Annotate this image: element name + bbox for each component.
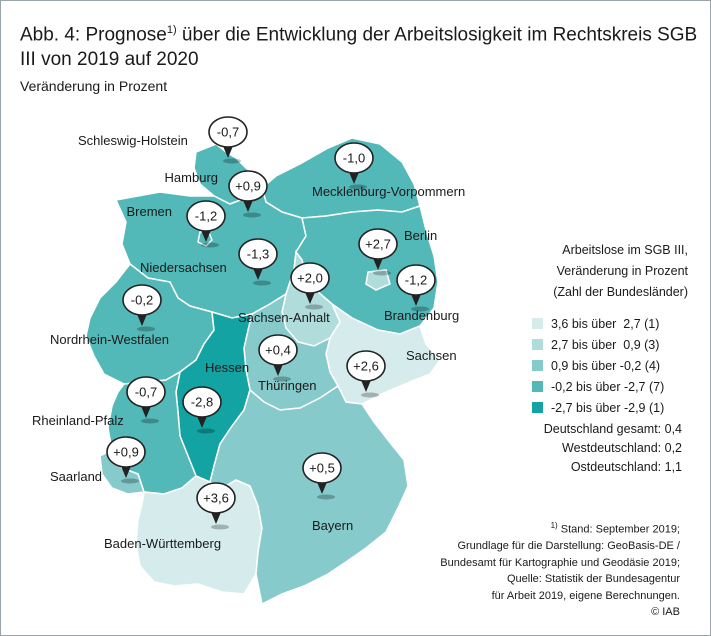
value-label-bb: -1,2 [404, 272, 428, 288]
value-label-sh: -0,7 [216, 124, 240, 140]
region-label-hh: Hamburg [164, 170, 218, 185]
value-label-bw: +3,6 [203, 490, 229, 506]
legend-title-line: Veränderung in Prozent [556, 264, 688, 278]
region-label-sh: Schleswig-Holstein [78, 133, 188, 148]
legend-item [520, 376, 688, 397]
legend-swatch [532, 360, 543, 371]
region-label-by: Bayern [312, 518, 354, 533]
legend-swatch [532, 318, 543, 329]
value-pointer-shadow [197, 429, 215, 434]
legend-swatch [532, 402, 543, 413]
value-pointer-shadow [373, 271, 391, 276]
value-pointer-shadow [121, 479, 139, 484]
legend-item [520, 334, 688, 355]
region-label-rp: Rheinland-Pfalz [32, 413, 124, 428]
legend-title-line: (Zahl der Bundesländer) [553, 285, 688, 299]
value-pointer-shadow [211, 525, 229, 530]
note-line: Grundlage für die Darstellung: GeoBasis-DE / [457, 540, 680, 553]
value-label-hb: -1,2 [194, 208, 218, 224]
value-label-sl: +0,9 [113, 444, 139, 460]
value-label-mv: -1,0 [342, 150, 366, 166]
source-notes [380, 518, 680, 621]
value-pointer-shadow [201, 243, 219, 248]
legend-item [520, 355, 688, 376]
region-label-be: Berlin [404, 228, 438, 243]
value-label-ni: -1,3 [246, 246, 270, 262]
legend-item [520, 397, 688, 418]
note-line: Bundesamt für Kartographie und Geodäsie 2019; [440, 556, 680, 569]
region-label-bb: Brandenburg [384, 308, 460, 323]
total-east: Ostdeutschland: 1,1 [570, 460, 682, 474]
region-label-mv: Mecklenburg-Vorpommern [312, 184, 466, 199]
region-label-sl: Saarland [50, 469, 103, 484]
value-label-by: +0,5 [309, 460, 335, 476]
legend-item [520, 313, 688, 334]
region-label-hb: Bremen [126, 204, 172, 219]
total-west: Westdeutschland: 0,2 [562, 441, 682, 455]
value-label-th: +0,4 [265, 342, 291, 358]
total-germany: Deutschland gesamt: 0,4 [543, 422, 682, 436]
legend [520, 240, 688, 418]
value-pointer-shadow [223, 159, 241, 164]
note-line: $^{1)}$ Stand: September 2019; [550, 521, 680, 536]
legend-item-label: 0,9 bis über -0,2 (4) [551, 358, 661, 373]
region-label-ni: Niedersachsen [140, 260, 227, 275]
value-pointer-shadow [141, 419, 159, 424]
legend-swatch [532, 339, 543, 350]
region-label-he: Hessen [205, 360, 250, 375]
legend-swatch [532, 381, 543, 392]
value-label-be: +2,7 [365, 236, 391, 252]
value-label-nw: -0,2 [130, 292, 154, 308]
value-pointer-shadow [137, 327, 155, 332]
region-label-th: Thüringen [258, 378, 317, 393]
value-pointer-shadow [361, 393, 379, 398]
value-label-st: +2,0 [297, 270, 323, 286]
legend-items [520, 313, 688, 418]
value-label-hh: +0,9 [235, 178, 261, 194]
legend-item-label: -0,2 bis über -2,7 (7) [551, 379, 665, 394]
region-label-bw: Baden-Württemberg [104, 536, 222, 551]
value-label-sn: +2,6 [353, 358, 379, 374]
value-pointer-shadow [317, 495, 335, 500]
region-label-nw: Nordrhein-Westfalen [50, 332, 169, 347]
note-line: Quelle: Statistik der Bundesagentur [506, 573, 680, 586]
value-pointer-shadow [253, 281, 271, 286]
region-label-st: Sachsen-Anhalt [238, 310, 330, 325]
value-pointer-shadow [243, 213, 261, 218]
totals-block [470, 420, 682, 477]
figure-subtitle: Veränderung in Prozent [20, 78, 168, 94]
legend-item-label: 3,6 bis über 2,7 (1) [551, 316, 660, 331]
value-label-he: -2,8 [190, 394, 214, 410]
figure-title: Abb. 4: Prognose$^{1)}$ über die Entwicklung der Arbeitslosigkeit im Rechtskreis SGB III von 2019 auf 2020 [20, 24, 698, 71]
region-label-sn: Sachsen [406, 348, 457, 363]
legend-item-label: -2,7 bis über -2,9 (1) [551, 400, 665, 415]
legend-title [520, 240, 688, 303]
note-line: © IAB [651, 606, 680, 619]
legend-title-line: Arbeitslose im SGB III, [562, 243, 688, 257]
value-label-rp: -0,7 [134, 384, 158, 400]
note-line: für Arbeit 2019, eigene Berechnungen. [491, 589, 680, 602]
value-pointer-shadow [305, 305, 323, 310]
legend-item-label: 2,7 bis über 0,9 (3) [551, 337, 660, 352]
